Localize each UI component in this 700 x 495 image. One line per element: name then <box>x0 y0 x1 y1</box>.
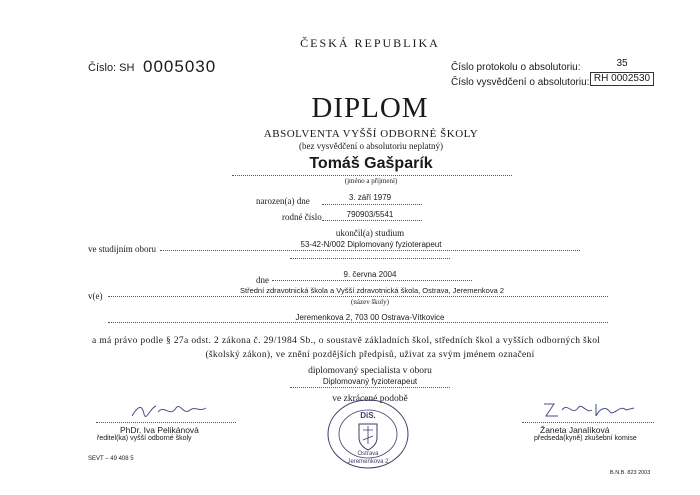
field-value: 53-42-N/002 Diplomovaný fyzioterapeut <box>300 240 442 249</box>
born-label: narozen(a) dne <box>256 196 310 206</box>
date-value: 9. června 2004 <box>343 270 397 279</box>
footer-right-code: B.N.B. 823 2003 <box>610 470 651 476</box>
protocol-label: Číslo protokolu o absolutoriu: <box>451 62 581 73</box>
born-value: 3. září 1979 <box>348 193 392 202</box>
number-value: 0005030 <box>143 57 217 76</box>
right-signatory-name: Žaneta Janalíková <box>540 425 610 435</box>
date-label: dne <box>256 275 269 285</box>
school-label: v(e) <box>88 291 103 301</box>
certificate-value: RH 0002530 <box>593 73 651 84</box>
abbrev-label: ve zkrácené podobě <box>332 394 408 404</box>
number-label: Číslo: SH <box>88 62 135 74</box>
legal-text-line1: a má právo podle § 27a odst. 2 zákona č. 29/1984 Sb., o soustavě základních škol, středních škol a vyšších odborných škol <box>92 336 601 346</box>
stamp-street: Jeremenkova 2 <box>347 459 389 465</box>
stamp-abbrev: DiS. <box>360 411 376 420</box>
name-caption: (jméno a příjmení) <box>344 177 398 185</box>
validity-note: (bez vysvědčení o absolutoriu neplatný) <box>299 141 443 151</box>
completed-label: ukončil(a) studium <box>335 228 405 238</box>
left-signatory-name: PhDr. Iva Pelikánová <box>120 425 199 435</box>
designation-label: diplomovaný specialista v oboru <box>308 366 432 376</box>
diploma-subtitle: ABSOLVENTA VYŠŠÍ ODBORNÉ ŠKOLY <box>263 128 479 140</box>
certificate-label: Číslo vysvědčení o absolutoriu: <box>451 77 590 88</box>
left-signature-icon <box>128 398 208 424</box>
designation-value: Diplomovaný fyzioterapeut <box>322 377 418 386</box>
school-stamp <box>323 396 413 474</box>
footer-left-code: SEVT – 49 408 5 <box>88 456 134 462</box>
graduate-name: Tomáš Gašparík <box>309 155 433 172</box>
school-caption: (název školy) <box>351 298 389 306</box>
left-signatory-role: ředitel(ka) vyšší odborné školy <box>97 435 192 442</box>
protocol-value: 35 <box>616 58 628 69</box>
legal-text-line2: (školský zákon), ve znění pozdějších předpisů, užívat za svým jménem označení <box>205 350 535 360</box>
diploma-title: DIPLOM <box>311 92 429 124</box>
right-signatory-role: předseda(kyně) zkušební komise <box>534 435 637 442</box>
stamp-city: Ostrava <box>357 451 379 457</box>
birth-number-value: 790903/5541 <box>346 210 394 219</box>
school-value: Střední zdravotnická škola a Vyšší zdravotnická škola, Ostrava, Jeremenkova 2 <box>239 286 505 295</box>
birth-number-label: rodné číslo <box>282 212 322 222</box>
field-label: ve studijním oboru <box>88 244 156 254</box>
school-address: Jeremenkova 2, 703 00 Ostrava-Vítkovice <box>295 313 445 322</box>
right-signature-icon <box>538 396 638 422</box>
country-heading: ČESKÁ REPUBLIKA <box>300 36 440 50</box>
